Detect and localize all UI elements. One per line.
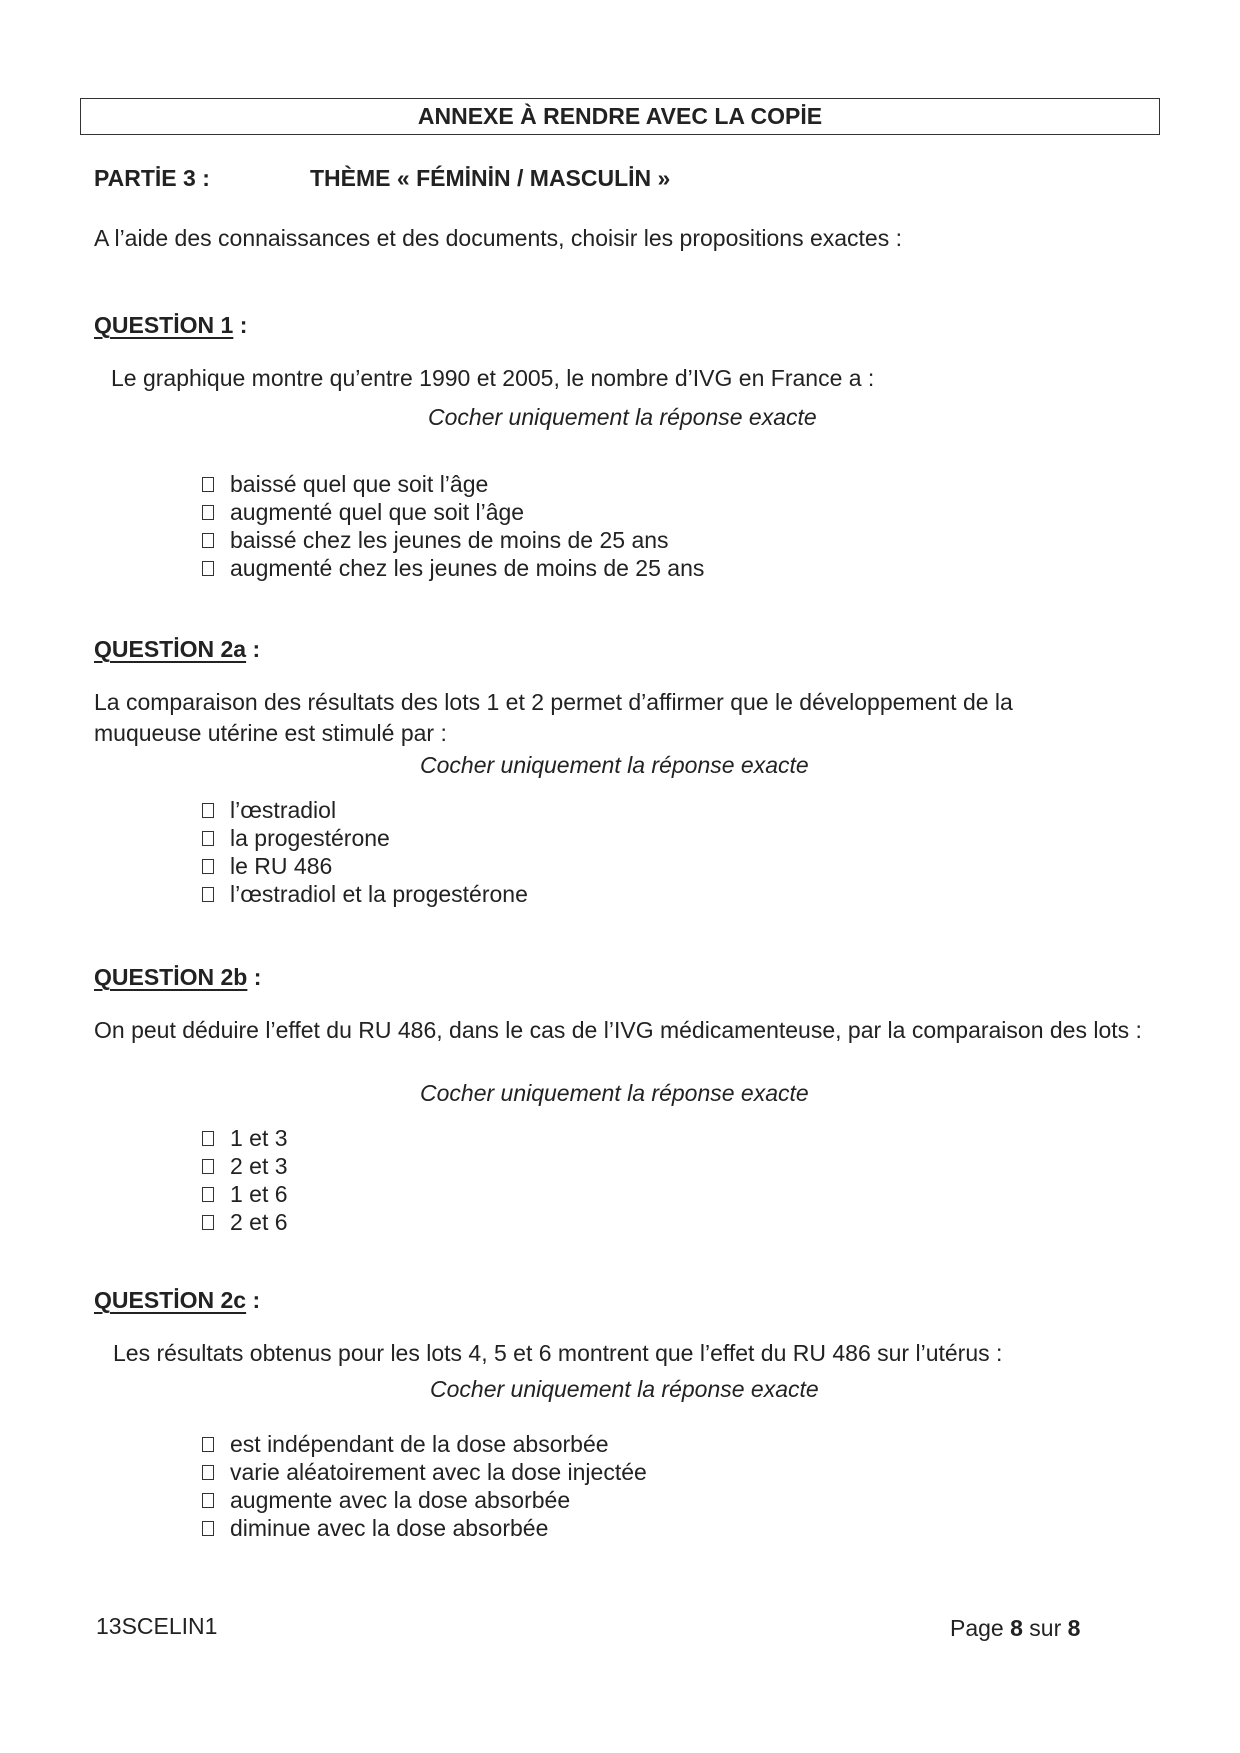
checkbox[interactable] <box>202 1215 214 1230</box>
option-label: est indépendant de la dose absorbée <box>230 1430 609 1457</box>
question-2a-option[interactable] <box>202 852 528 880</box>
option-label: le RU 486 <box>230 852 333 879</box>
question-2c-title-label: QUESTİON 2c <box>94 1287 247 1313</box>
checkbox[interactable] <box>202 477 214 492</box>
option-label: 1 et 3 <box>230 1124 288 1151</box>
question-2a-option[interactable] <box>202 824 528 852</box>
checkbox[interactable] <box>202 887 214 902</box>
question-2a-title-label: QUESTİON 2a <box>94 636 247 662</box>
option-label: varie aléatoirement avec la dose injectée <box>230 1458 647 1485</box>
question-2b-title <box>94 964 261 991</box>
annex-header-title: ANNEXE À RENDRE AVEC LA COPİE <box>417 103 823 129</box>
option-label: 2 et 3 <box>230 1152 288 1179</box>
question-1-option[interactable] <box>202 554 704 582</box>
checkbox[interactable] <box>202 1437 214 1452</box>
checkbox[interactable] <box>202 561 214 576</box>
question-2b-option[interactable] <box>202 1180 288 1208</box>
checkbox[interactable] <box>202 1521 214 1536</box>
question-2a-option[interactable] <box>202 796 528 824</box>
checkbox[interactable] <box>202 533 214 548</box>
question-1-option[interactable] <box>202 526 704 554</box>
page-prefix: Page <box>950 1615 1011 1641</box>
question-2c-option[interactable] <box>202 1486 647 1514</box>
option-label: la progestérone <box>230 824 390 851</box>
question-2b-option[interactable] <box>202 1152 288 1180</box>
page-number <box>950 1615 1080 1642</box>
question-2c-instruction: Cocher uniquement la réponse exacte <box>430 1376 819 1402</box>
option-label: l’œstradiol <box>230 796 337 823</box>
question-1-option[interactable] <box>202 470 704 498</box>
checkbox[interactable] <box>202 1187 214 1202</box>
page-total: 8 <box>1067 1615 1081 1641</box>
question-1-option[interactable] <box>202 498 704 526</box>
page-mid: sur <box>1022 1615 1068 1641</box>
checkbox[interactable] <box>202 1465 214 1480</box>
question-2b-instruction: Cocher uniquement la réponse exacte <box>420 1080 809 1106</box>
partie-label: PARTİE 3 : <box>94 165 210 191</box>
question-2a-text: La comparaison des résultats des lots 1 et 2 permet d’affirmer que le développement de la muqueuse utérine est stimulé par : <box>94 689 1013 746</box>
checkbox[interactable] <box>202 1159 214 1174</box>
option-label: l’œstradiol et la progestérone <box>230 880 528 907</box>
question-2c-option[interactable] <box>202 1458 647 1486</box>
annex-header-box <box>80 98 1160 135</box>
question-1-instruction: Cocher uniquement la réponse exacte <box>428 404 817 430</box>
option-label: 1 et 6 <box>230 1180 288 1207</box>
document-code: 13SCELIN1 <box>96 1613 218 1639</box>
checkbox[interactable] <box>202 505 214 520</box>
question-2b-text: On peut déduire l’effet du RU 486, dans le cas de l’IVG médicamenteuse, par la comparaison des lots : <box>94 1017 1142 1043</box>
question-2c-title-suffix: : <box>246 1287 261 1313</box>
question-2a-title <box>94 636 260 663</box>
question-1-title-label: QUESTİON 1 <box>94 312 234 338</box>
question-2b-option[interactable] <box>202 1124 288 1152</box>
checkbox[interactable] <box>202 859 214 874</box>
page-current: 8 <box>1010 1615 1023 1641</box>
question-2b-title-suffix: : <box>247 964 262 990</box>
option-label: baissé quel que soit l’âge <box>230 470 489 497</box>
question-2b-options <box>202 1124 288 1236</box>
question-2c-option[interactable] <box>202 1514 647 1542</box>
checkbox[interactable] <box>202 803 214 818</box>
checkbox[interactable] <box>202 1131 214 1146</box>
option-label: 2 et 6 <box>230 1208 288 1235</box>
option-label: augmenté chez les jeunes de moins de 25 ans <box>230 554 705 581</box>
option-label: diminue avec la dose absorbée <box>230 1514 549 1541</box>
question-1-title <box>94 312 247 339</box>
question-2c-title <box>94 1287 260 1314</box>
question-2b-option[interactable] <box>202 1208 288 1236</box>
question-2b-title-label: QUESTİON 2b <box>94 964 248 990</box>
checkbox[interactable] <box>202 831 214 846</box>
question-2a-options <box>202 796 528 908</box>
intro-text: A l’aide des connaissances et des documents, choisir les propositions exactes : <box>94 225 902 251</box>
option-label: augmenté quel que soit l’âge <box>230 498 525 525</box>
checkbox[interactable] <box>202 1493 214 1508</box>
question-1-title-suffix: : <box>233 312 248 338</box>
option-label: augmente avec la dose absorbée <box>230 1486 571 1513</box>
question-2c-option[interactable] <box>202 1430 647 1458</box>
question-2a-title-suffix: : <box>246 636 261 662</box>
question-2a-instruction: Cocher uniquement la réponse exacte <box>420 752 809 778</box>
option-label: baissé chez les jeunes de moins de 25 ans <box>230 526 669 553</box>
question-2c-text: Les résultats obtenus pour les lots 4, 5 et 6 montrent que l’effet du RU 486 sur l’utérus : <box>113 1340 1003 1366</box>
question-1-text: Le graphique montre qu’entre 1990 et 2005, le nombre d’IVG en France a : <box>111 365 875 391</box>
question-2c-options <box>202 1430 647 1542</box>
partie-theme: THÈME « FÉMİNİN / MASCULİN » <box>310 165 671 191</box>
question-1-options <box>202 470 704 582</box>
question-2a-option[interactable] <box>202 880 528 908</box>
